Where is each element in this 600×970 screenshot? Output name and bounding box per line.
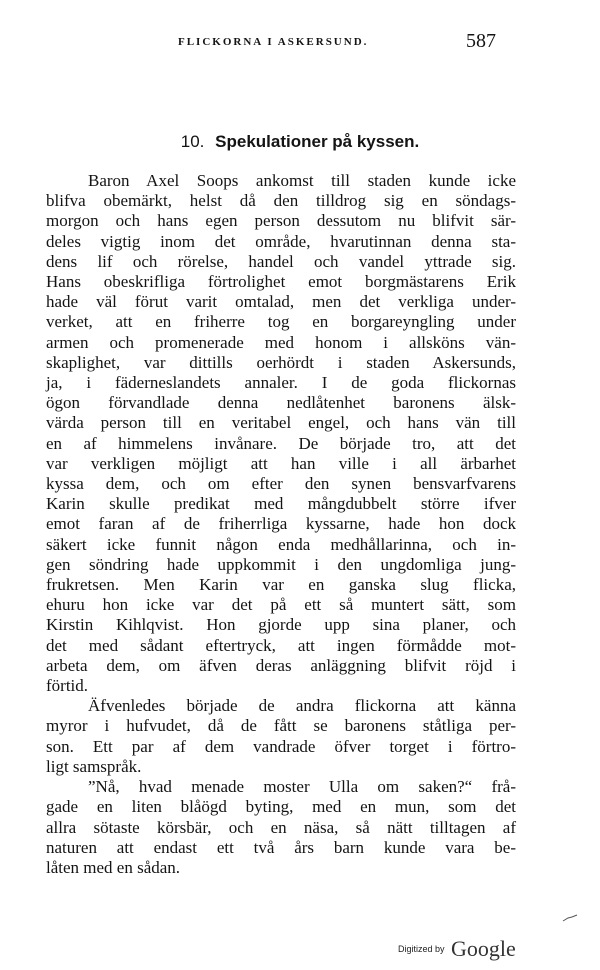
text-line: gade en liten blåögd byting, med en mun, som det [46,797,516,817]
text-line: ögon förvandlade denna nedlåtenhet baronens älsk- [46,393,516,413]
text-line: Äfvenledes började de andra flickorna att känna [88,696,516,716]
text-line: deles vigtig inom det område, hvarutinnan denna sta- [46,231,516,251]
digitized-by-label: Digitized by [398,944,445,954]
body-text [46,171,516,878]
text-line: morgon och hans egen person dessutom nu blifvit sär- [46,211,516,231]
text-line: värda person till en veritabel engel, och hans vän till [46,413,516,433]
text-line: ja, i fäderneslandets annaler. I de goda flickornas [46,373,516,393]
ink-speck-icon [562,914,578,922]
text-line: frukretsen. Men Karin var en ganska slug flicka, [46,575,516,595]
text-line: var verkligen möjligt att han ville i all ärbarhet [46,453,516,473]
text-line: emot faran af de friherrliga kyssarne, hade hon dock [46,514,516,534]
text-line: myror i hufvudet, då de fått se baronens ståtliga per- [46,716,516,736]
text-line: låten med en sådan. [46,857,181,877]
text-line: det med sådant eftertryck, att ingen förmådde mot- [46,635,516,655]
text-line: naturen att endast ett två års barn kunde vara be- [46,837,516,857]
text-line: ligt samspråk. [46,756,142,776]
page-number: 587 [466,30,496,52]
chapter-title: Spekulationer på kyssen. [215,132,420,151]
text-line: gen söndring hade uppkommit i den ungdomliga jung- [46,554,516,574]
google-logo: Google [450,936,516,961]
text-line: säkert icke funnit någon enda medhållarinna, och in- [46,534,516,554]
text-line: ”Nå, hvad menade moster Ulla om saken?“ frå- [88,777,516,797]
text-line: arbeta dem, om äfven deras anläggning blifvit röjd i [46,655,516,675]
text-line: ehuru hon icke var det på ett så muntert sätt, som [46,595,516,615]
text-line: allra sötaste körsbär, och en näsa, så nätt tilltagen af [46,817,516,837]
text-line: en af himmelens invånare. De började tro, att det [46,433,516,453]
text-line: hade väl förut varit omtalad, men det verkliga under- [46,292,516,312]
text-line: dens lif och rörelse, handel och vandel yttrade sig. [46,251,516,271]
text-line: Baron Axel Soops ankomst till staden kunde icke [88,171,516,190]
running-title: FLICKORNA I ASKERSUND. [178,36,369,48]
digitization-watermark [398,936,516,962]
text-line: armen och promenerade med honom i allsköns vän- [46,332,516,352]
text-line: Kirstin Kihlqvist. Hon gjorde upp sina planer, och [46,615,516,635]
text-line: Karin skulle predikat med mångdubbelt större ifver [46,494,516,514]
text-line: skaplighet, var dittills oerhördt i staden Askersunds, [46,352,516,372]
text-line: verket, att en friherre tog en borgareyngling under [46,312,516,332]
text-line: son. Ett par af dem vandrade öfver torget i förtro- [46,736,516,756]
text-line: Hans obeskrifliga förtrolighet emot borgmästarens Erik [46,272,516,292]
text-line: kyssa dem, och om efter den synen bensvarfvarens [46,474,516,494]
chapter-number: 10. [180,132,205,151]
text-line: blifva obemärkt, helst då den tilldrog sig en söndags- [46,191,516,211]
chapter-heading [0,132,600,152]
text-line: förtid. [46,676,89,696]
